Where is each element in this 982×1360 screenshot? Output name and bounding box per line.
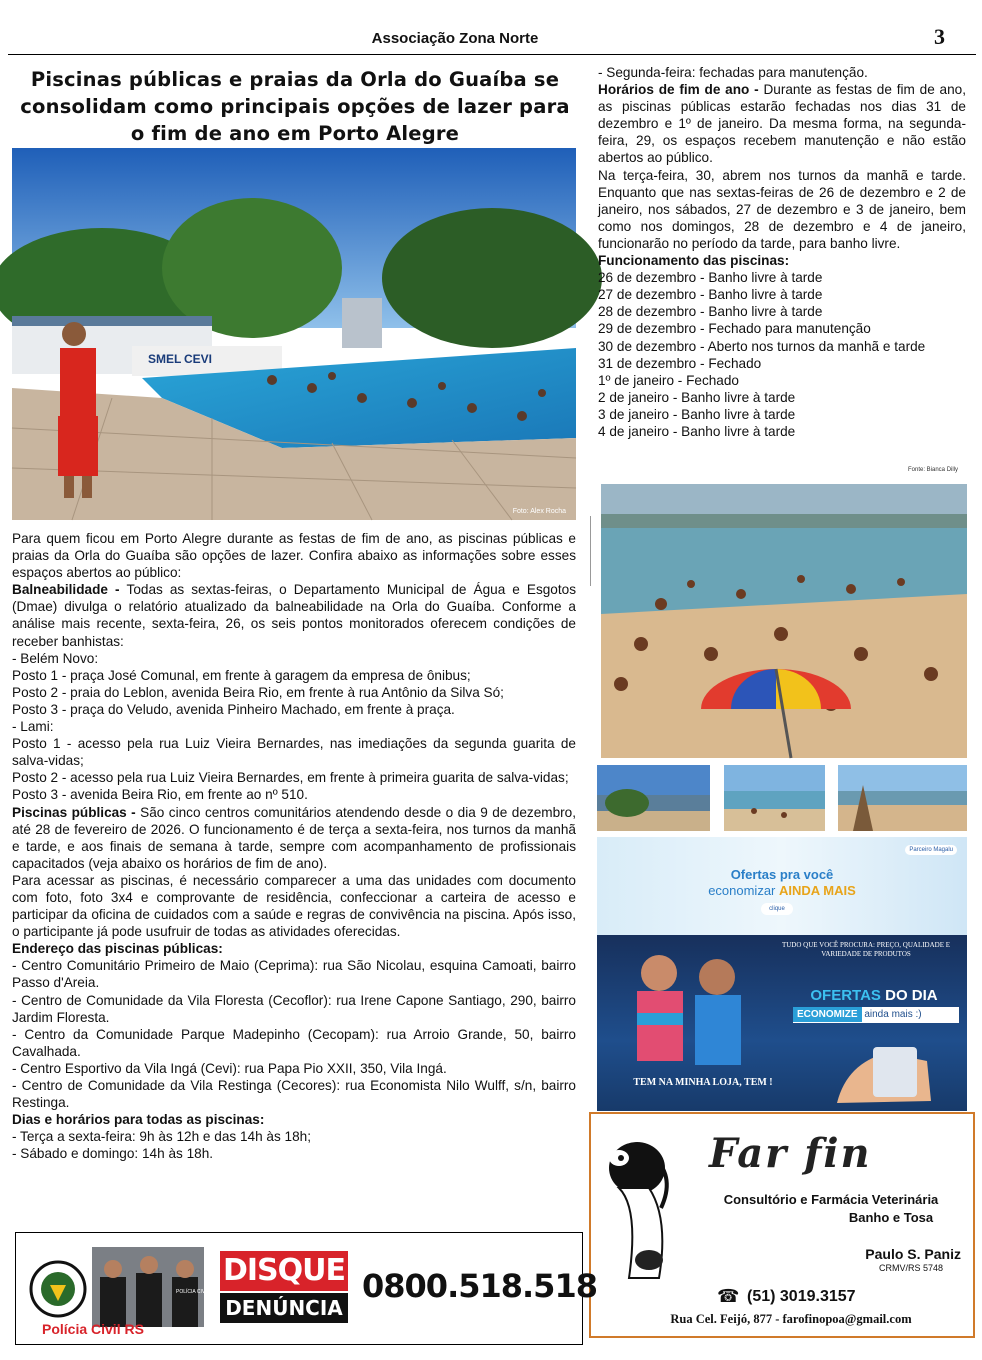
beach-photo [601, 484, 967, 758]
article-paragraph [598, 64, 966, 81]
paragraph-text: Para acessar as piscinas, é necessário comparecer a uma das unidades com documento com foto, foto 3x4 e comprovante de residência, confeccionar a carteira de acesso e participar da oficina de cuidados com a saúde e regras de convivência na piscina. Após isso, o participante já pode usufruir de todas as atividades oferecidas. [12, 872, 576, 940]
vet-service-line1: Consultório e Farmácia Veterinária [723, 1192, 939, 1207]
farofino-brand: Far fin [709, 1130, 872, 1177]
ofertas-advertisement[interactable] [597, 837, 967, 1111]
ofertas-top-banner [597, 837, 967, 935]
sign-cevi: CEVI [184, 352, 213, 366]
ofertas-banner-line1: Ofertas pra você [730, 867, 834, 882]
thumbnail-2-illustration [724, 765, 825, 831]
paragraph-text: Para quem ficou em Porto Alegre durante as festas de fim de ano, as piscinas públicas e praias da Orla do Guaíba são opções de lazer. Confira abaixo as informações sobre esses espaços abertos ao público: [12, 531, 576, 581]
article-paragraph [598, 167, 966, 252]
photo-credit: Foto: Alex Rocha [512, 508, 566, 515]
article-paragraph [12, 650, 576, 667]
ofertas-main-panel [597, 935, 967, 1111]
paragraph-text: 31 de dezembro - Fechado [598, 355, 762, 371]
paragraph-text: 3 de janeiro - Banho livre à tarde [598, 406, 796, 422]
paragraph-text: Todas as sextas-feiras, o Departamento Municipal de Água e Esgotos (Dmae) divulga o relatório atualizado da balneabilidade na Orla do Guaíba. Conforme a análise mais recente, sexta-feira, 26, os seis pontos monitorados oferecem condições de receber banhistas: [12, 582, 576, 649]
vet-service-line2: Banho e Tosa [848, 1210, 934, 1225]
paragraph-text: - Centro de Comunidade da Vila Floresta (Cecoflor): rua Irene Capone Santiago, 290, bairro Jardim Floresta. [12, 992, 576, 1025]
paragraph-text: - Centro Comunitário Primeiro de Maio (Ceprima): rua São Nicolau, esquina Camoati, bairro Passo d'Areia. [12, 958, 576, 991]
ofertas-label: OFERTAS [810, 987, 881, 1004]
paragraph-text: 30 de dezembro - Aberto nos turnos da manhã e tarde [598, 338, 926, 354]
article-paragraph [12, 1060, 576, 1077]
paragraph-text: 4 de janeiro - Banho livre à tarde [598, 423, 796, 439]
article-paragraph [12, 769, 576, 786]
ofertas-footer: TEM NA MINHA LOJA, TEM ! [633, 1077, 773, 1088]
thumbnail-1-illustration [597, 765, 710, 831]
police-badge-icon [28, 1259, 88, 1319]
paragraph-text: São cinco centros comunitários atendendo desde o dia 9 de dezembro, até 28 de fevereiro de 2026. O funcionamento é de terça a sexta-feira, nos turnos da manhã e tarde, e aos finais de semana à tarde, sempre com acompanhamento de profissionais capacitados (veja abaixo os horários de fim de ano). [12, 804, 576, 871]
telephone-icon: ☎ [717, 1286, 740, 1306]
pool-photo [12, 148, 576, 520]
paragraph-text: Na terça-feira, 30, abrem nos turnos da manhã e tarde. Enquanto que nas sextas-feiras de 26 de dezembro e 2 de janeiro, nos sábados, 27 de dezembro e 3 de janeiro, bem como nos domingos, 28 de dezembro e 4 de janeiro, funcionarão no período da tarde, para banho livre. [598, 167, 966, 251]
article-headline: Piscinas públicas e praias da Orla do Guaíba se consolidam como principais opções de lazer para o fim de ano em Porto Alegre [20, 68, 570, 145]
beach-thumbnail-3 [838, 765, 967, 831]
paragraph-text: Posto 1 - acesso pela rua Luiz Vieira Bernardes, nas imediações da segunda guarita de salva-vidas; [12, 736, 576, 769]
newsletter-title: Associação Zona Norte [371, 30, 539, 47]
article-paragraph [598, 81, 966, 166]
paragraph-text: 2 de janeiro - Banho livre à tarde [598, 389, 796, 405]
article-paragraph [12, 1145, 576, 1162]
police-officers-photo [92, 1247, 210, 1327]
ofertas-click-button[interactable]: clique [761, 903, 793, 915]
disque-label: DISQUE [220, 1251, 348, 1291]
paragraph-text: Posto 2 - praia do Leblon, avenida Beira Rio, em frente à rua Antônio da Silva Só; [12, 684, 504, 700]
paragraph-text: - Lami: [12, 719, 54, 735]
article-paragraph [598, 303, 966, 320]
paragraph-text: 27 de dezembro - Banho livre à tarde [598, 287, 823, 303]
article-paragraph [12, 804, 576, 872]
paragraph-text: - Centro Esportivo da Vila Ingá (Cevi): rua Papa Pio XXII, 350, Vila Ingá. [12, 1060, 447, 1076]
paragraph-text: Posto 3 - praça do Veludo, avenida Pinheiro Machado, em frente à praça. [12, 701, 455, 717]
article-paragraph [12, 718, 576, 735]
paragraph-text: - Centro da Comunidade Parque Madepinho (Cecopam): rua Arroio Grande, 50, bairro Cavalhada. [12, 1026, 576, 1059]
paragraph-text: - Centro de Comunidade da Vila Restinga (Cecores): rua Economista Nilo Wulff, s/n, bairro Restinga. [12, 1078, 576, 1111]
article-body-right [598, 64, 966, 440]
paragraph-label: Balneabilidade - [12, 582, 127, 598]
paragraph-text: 26 de dezembro - Banho livre à tarde [598, 270, 823, 286]
article-paragraph [12, 1128, 576, 1145]
article-paragraph [598, 269, 966, 286]
beach-photo-illustration [601, 484, 967, 758]
magalu-badge: Parceiro Magalu [905, 845, 957, 855]
article-paragraph [12, 701, 576, 718]
article-paragraph [12, 581, 576, 649]
paragraph-text: 29 de dezembro - Fechado para manutenção [598, 321, 871, 337]
denuncia-label: DENÚNCIA [220, 1293, 348, 1323]
ofertas-banner-line2b: AINDA MAIS [779, 883, 856, 898]
paragraph-text: 28 de dezembro - Banho livre à tarde [598, 304, 823, 320]
article-paragraph [598, 320, 966, 337]
disque-denuncia-number[interactable]: 0800.518.518 [362, 1267, 597, 1305]
do-dia-label: DO DIA [880, 987, 938, 1004]
article-paragraph [12, 992, 576, 1026]
sign-smel: SMEL [148, 352, 182, 366]
ainda-mais-label: ainda mais :) [861, 1009, 922, 1020]
ofertas-tagline: TUDO QUE VOCÊ PROCURA: PREÇO, QUALIDADE E VARIEDADE DE PRODUTOS [781, 941, 951, 958]
beach-thumbnail-2 [724, 765, 825, 831]
article-paragraph [598, 286, 966, 303]
article-paragraph [598, 406, 966, 423]
vet-address[interactable]: Rua Cel. Feijó, 877 - farofinopoa@gmail.com [670, 1312, 912, 1326]
article-paragraph [12, 1111, 576, 1128]
ofertas-banner-line2a: economizar [708, 883, 779, 898]
paragraph-text: Posto 1 - praça José Comunal, em frente à garagem da empresa de ônibus; [12, 667, 471, 683]
beach-thumbnail-1 [597, 765, 710, 831]
article-body-left [12, 530, 576, 1162]
article-paragraph [12, 786, 576, 803]
article-paragraph [12, 872, 576, 940]
article-paragraph [12, 530, 576, 581]
paragraph-text: Posto 2 - acesso pela rua Luiz Vieira Bernardes, em frente à primeira guarita de salva-vidas; [12, 770, 569, 786]
article-paragraph [12, 957, 576, 991]
article-paragraph [598, 423, 966, 440]
article-paragraph [598, 389, 966, 406]
paragraph-label: Piscinas públicas - [12, 804, 141, 820]
farofino-vet-advertisement[interactable] [589, 1112, 975, 1338]
article-paragraph [12, 735, 576, 769]
article-paragraph [12, 1077, 576, 1111]
thumbnail-3-illustration [838, 765, 967, 831]
paragraph-text: 1º de janeiro - Fechado [598, 372, 739, 388]
paragraph-label: Funcionamento das piscinas: [598, 253, 790, 269]
policia-civil-label: Polícia Civil RS [42, 1321, 144, 1337]
article-paragraph [598, 252, 966, 269]
paragraph-label: Dias e horários para todas as piscinas: [12, 1112, 265, 1128]
hand-phone-illustration [827, 1043, 947, 1103]
header-divider [8, 54, 976, 55]
economize-label: ECONOMIZE [793, 1007, 862, 1022]
paragraph-text: - Segunda-feira: fechadas para manutenção. [598, 65, 868, 80]
disque-denuncia-advertisement[interactable] [15, 1232, 597, 1345]
paragraph-text: - Belém Novo: [12, 650, 99, 666]
vet-owner-name: Paulo S. Paniz [865, 1246, 961, 1262]
paragraph-text: Durante as festas de fim de ano, as piscinas públicas estarão fechadas nos dias 31 de dezembro e 1º de janeiro. Da mesma forma, na segunda-feira, 29, os espaços recebem manutenção e não estão abertos ao público. [598, 82, 966, 166]
paragraph-label: Horários de fim de ano - [598, 82, 764, 98]
paragraph-text: Posto 3 - avenida Beira Rio, em frente ao nº 510. [12, 787, 308, 803]
article-paragraph [12, 684, 576, 701]
article-paragraph [12, 1026, 576, 1060]
paragraph-label: Endereço das piscinas públicas: [12, 941, 223, 957]
source-note: Fonte: Bianca Dilly [908, 467, 959, 473]
presenters-illustration [617, 943, 757, 1093]
article-paragraph [598, 355, 966, 372]
vet-registration: CRMV/RS 5748 [878, 1263, 943, 1273]
vest-text: POLÍCIA CIVIL [176, 1289, 210, 1295]
column-divider [590, 516, 591, 586]
vet-phone[interactable]: (51) 3019.3157 [747, 1288, 856, 1305]
dog-mascot-illustration [599, 1128, 679, 1278]
pool-photo-illustration [12, 148, 576, 520]
page-number: 3 [934, 24, 945, 49]
paragraph-text: - Terça a sexta-feira: 9h às 12h e das 14h às 18h; [12, 1129, 311, 1145]
paragraph-text: - Sábado e domingo: 14h às 18h. [12, 1146, 214, 1162]
article-paragraph [598, 372, 966, 389]
article-paragraph [12, 667, 576, 684]
article-paragraph [12, 940, 576, 957]
article-paragraph [598, 338, 966, 355]
